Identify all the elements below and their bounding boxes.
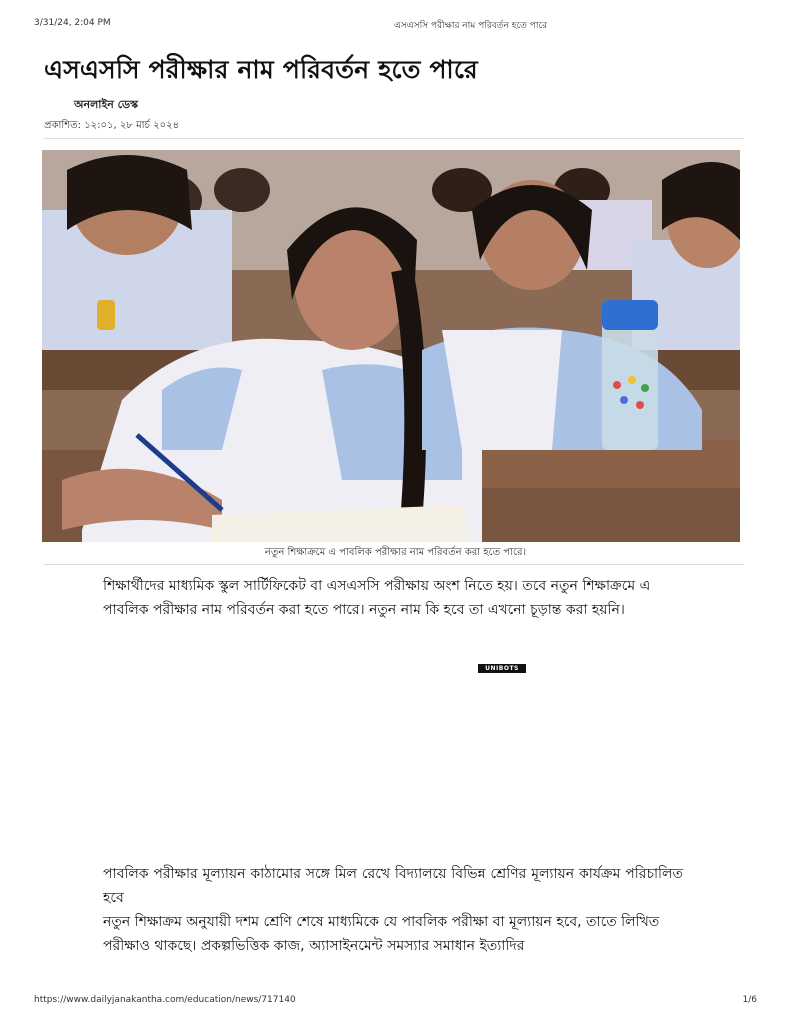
page-number: 1/6 — [742, 995, 757, 1005]
article-paragraph: পাবলিক পরীক্ষার মূল্যায়ন কাঠামোর সঙ্গে মিল রেখে বিদ্যালয়ে বিভিন্ন শ্রেণির মূল্যায়ন কার্যক্রম পরিচালিত হবে — [103, 866, 683, 906]
ad-badge[interactable]: UNIBOTS — [478, 664, 526, 673]
article-photo — [42, 150, 740, 542]
students-exam-photo — [42, 150, 740, 542]
divider — [44, 138, 744, 139]
published-date: প্রকাশিত: ১২:০১, ২৮ মার্চ ২০২৪ — [44, 120, 180, 131]
page-url[interactable]: https://www.dailyjanakantha.com/education/news/717140 — [34, 995, 296, 1005]
article-paragraph: নতুন শিক্ষাক্রম অনুযায়ী দশম শ্রেণি শেষে মাধ্যমিকে যে পাবলিক পরীক্ষা বা মূল্যায়ন হবে, তাতে লিখিত পরীক্ষাও থাকছে। প্রকল্পভিত্তিক কাজ, অ্যাসাইনমেন্ট সমস্যার সমাধান ইত্যাদির — [103, 914, 660, 954]
article-headline: এসএসসি পরীক্ষার নাম পরিবর্তন হতে পারে — [44, 55, 478, 84]
print-header — [34, 18, 757, 32]
article-paragraph: শিক্ষার্থীদের মাধ্যমিক স্কুল সার্টিফিকেট বা এসএসসি পরীক্ষায় অংশ নিতে হয়। তবে নতুন শিক্ষাক্রমে এ পাবলিক পরীক্ষার নাম পরিবর্তন করা হতে পারে। নতুন নাম কি হবে তা এখনো চূড়ান্ত করা হয়নি। — [103, 578, 651, 618]
print-doc-title: এসএসসি পরীক্ষার নাম পরিবর্তন হতে পারে — [394, 21, 548, 31]
article-author[interactable]: অনলাইন ডেস্ক — [74, 98, 139, 111]
print-date: 3/31/24, 2:04 PM — [34, 18, 111, 28]
print-footer — [34, 995, 757, 1009]
divider — [44, 564, 744, 565]
image-caption: নতুন শিক্ষাক্রমে এ পাবলিক পরীক্ষার নাম পরিবর্তন করা হতে পারে। — [264, 547, 527, 558]
